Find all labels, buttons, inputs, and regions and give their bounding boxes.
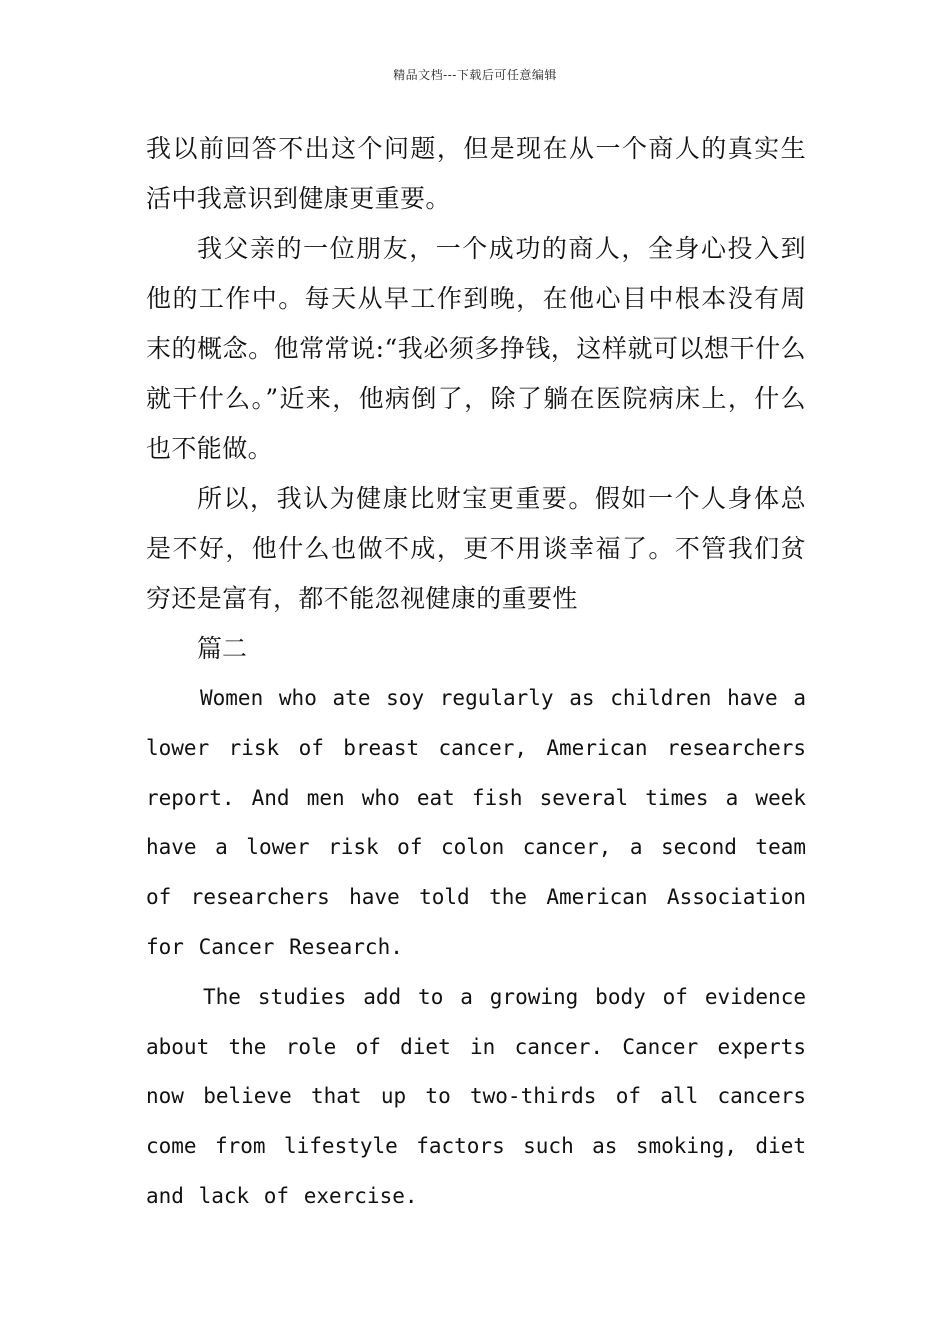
section-heading: 篇二	[197, 634, 248, 663]
paragraph-2: 我父亲的一位朋友，一个成功的商人，全身心投入到他的工作中。每天从早工作到晚，在他心目中根本没有周末的概念。他常常说:“我必须多挣钱，这样就可以想干什么就干什么。”近来，他病倒了，除了躺在医院病床上，什么也不能做。	[146, 234, 806, 463]
english-paragraph-1: Women who ate soy regularly as children have a lower risk of breast cancer, American researchers report. And men who eat fish several times a week have a lower risk of colon cancer, a second team of researchers have told the American Association for Cancer Research.	[146, 686, 806, 959]
english-paragraph-2: The studies add to a growing body of evidence about the role of diet in cancer. Cancer experts now believe that up to two-thirds of all cancers come from lifestyle factors such as smoking, diet and lack of exercise.	[146, 984, 806, 1208]
page-header: 精品文档---下载后可任意编辑	[393, 68, 557, 82]
paragraph-3: 所以，我认为健康比财宝更重要。假如一个人身体总是不好，他什么也做不成，更不用谈幸福了。不管我们贫穷还是富有，都不能忽视健康的重要性	[146, 484, 806, 613]
paragraph-1: 我以前回答不出这个问题，但是现在从一个商人的真实生活中我意识到健康更重要。	[146, 134, 806, 213]
document-body	[146, 124, 806, 1222]
